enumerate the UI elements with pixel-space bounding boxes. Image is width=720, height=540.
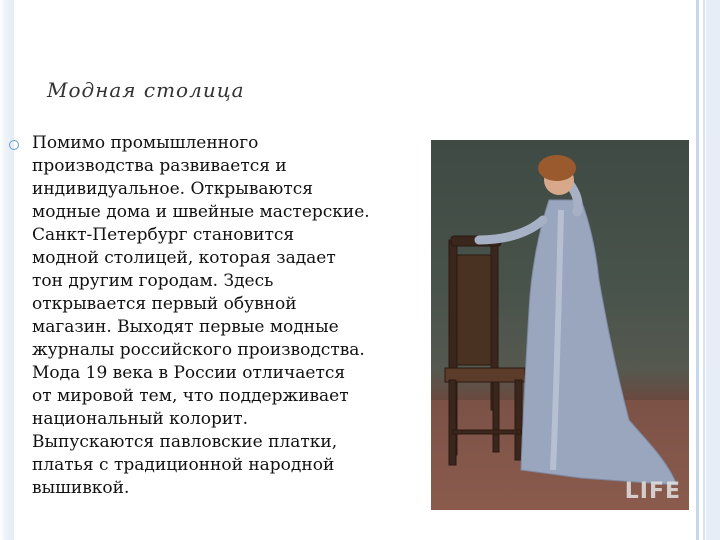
body-line: индивидуальное. Открываются xyxy=(32,179,313,199)
body-line: магазин. Выходят первые модные xyxy=(32,317,339,337)
body-line: Мода 19 века в России отличается xyxy=(32,363,346,383)
body-line: производства развивается и xyxy=(32,156,287,176)
body-line: модные дома и швейные мастерские. xyxy=(32,202,370,222)
body-line: Помимо промышленного xyxy=(32,133,259,153)
photo-watermark: LIFE xyxy=(624,479,681,504)
hair-shape xyxy=(538,155,576,181)
vintage-fashion-photo xyxy=(431,140,689,510)
bullet-icon xyxy=(9,140,19,150)
body-line: журналы российского производства. xyxy=(32,340,365,360)
body-line: тон другим городам. Здесь xyxy=(32,271,274,291)
right-decor-line xyxy=(703,0,705,540)
body-line: Выпускаются павловские платки, xyxy=(32,432,338,452)
body-line: модной столицей, которая задает xyxy=(32,248,336,268)
right-decor-line xyxy=(696,0,699,540)
slide-body-text xyxy=(32,132,432,500)
body-line: от мировой тем, что поддерживает xyxy=(32,386,349,406)
left-decor-bar xyxy=(0,0,14,540)
body-line: платья с традиционной народной xyxy=(32,455,335,475)
body-line: Санкт-Петербург становится xyxy=(32,225,295,245)
right-decor-panel xyxy=(706,0,720,540)
chair-shape xyxy=(445,236,525,465)
body-line: национальный колорит. xyxy=(32,409,248,429)
woman-with-chair-illustration xyxy=(431,140,689,510)
body-line: вышивкой. xyxy=(32,478,130,498)
body-line: открывается первый обувной xyxy=(32,294,297,314)
slide-title: Модная столица xyxy=(47,78,245,102)
